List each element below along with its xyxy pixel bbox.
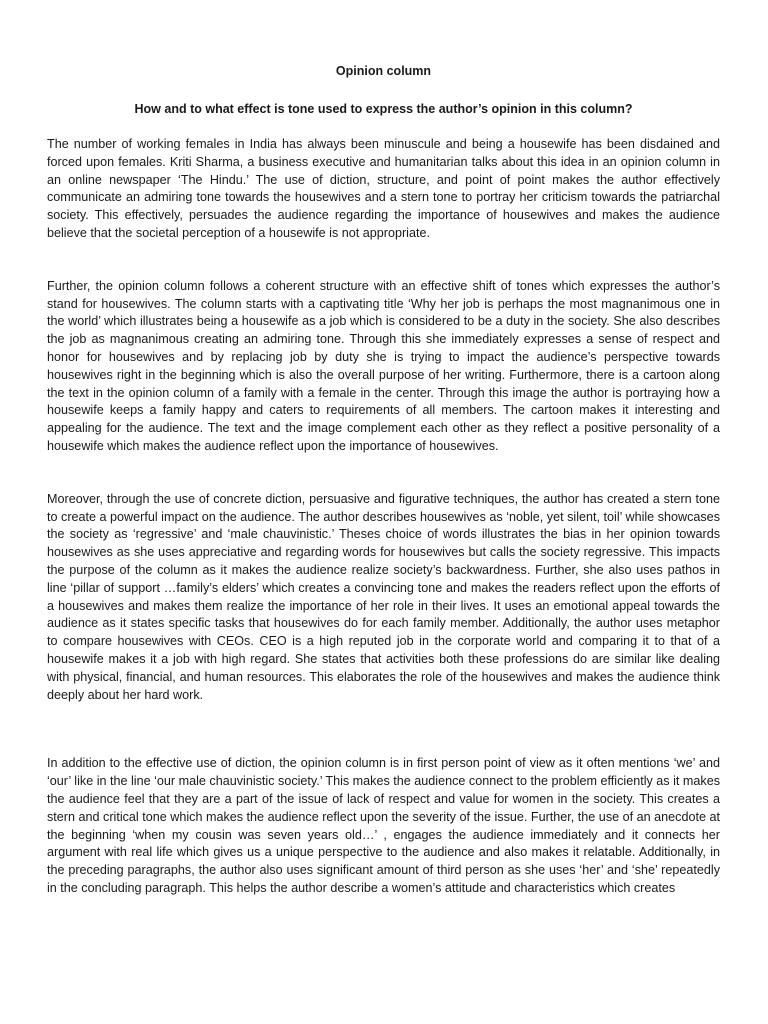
paragraph-introduction: The number of working females in India has always been minuscule and being a housewife has been disdained and forced upon females. Kriti Sharma, a business executive and humanitarian talks about this idea in an opinion column in an online newspaper ‘The Hindu.’ The use of diction, structure, and point of point makes the author effectively communicate an admiring tone towards the housewives and a stern tone to portray her criticism towards the patriarchal society. This effectively, persuades the audience regarding the importance of housewives and makes the audience believe that the societal perception of a housewife is not appropriate. xyxy=(47,137,720,240)
document-page xyxy=(47,62,720,898)
paragraph-point-of-view: In addition to the effective use of diction, the opinion column is in first person point of view as it often mentions ‘we’ and ‘our’ like in the line ‘our male chauvinistic society.’ This makes the audience connect to the problem efficiently as it makes the audience feel that they are a part of the issue of lack of respect and value for women in the society. This creates a stern and critical tone which makes the audience reflect upon the severity of the issue. Further, the use of an anecdote at the beginning ‘when my cousin was seven years old…’ , engages the audience immediately and it connects her argument with real life which gives us a unique perspective to the audience and also makes it relatable. Additionally, in the preceding paragraphs, the author also uses significant amount of third person as she uses ‘her’ and ‘she’ repeatedly in the concluding paragraph. This helps the author describe a women’s attitude and characteristics which creates xyxy=(47,756,720,895)
document-title: Opinion column xyxy=(335,64,432,78)
paragraph-diction: Moreover, through the use of concrete diction, persuasive and figurative techniques, the author has created a stern tone to create a powerful impact on the audience. The author describes housewives as ‘noble, yet silent, toil’ while showcases the society as ‘regressive’ and ‘male chauvinistic.’ Theses choice of words illustrates the bias in her opinion towards housewives as she uses appreciative and regarding words for housewives but calls the society regressive. This impacts the purpose of the column as it makes the audience realize society’s backwardness. Further, she also uses pathos in line ‘pillar of support …family’s elders’ which creates a convincing tone and makes the readers reflect upon the efforts of a housewives and makes them realize the importance of her role in their lives. It uses an emotional appeal towards the audience as it states specific tasks that housewives do for each family member. Additionally, the author uses metaphor to compare housewives with CEOs. CEO is a high reputed job in the corporate world and comparing it to that of a housewife makes it a job with high regard. She states that activities both these professions do are similar like dealing with physical, financial, and human resources. This elaborates the role of the housewives and makes the audience think deeply about her hard work. xyxy=(47,491,720,702)
paragraph-structure: Further, the opinion column follows a coherent structure with an effective shift of tones which expresses the author’s stand for housewives. The column starts with a captivating title ‘Why her job is perhaps the most magnanimous one in the world’ which illustrates being a housewife as a job which is considered to be a duty in the society. She also describes the job as magnanimous creating an admiring tone. Through this she immediately expresses a sense of respect and honor for housewives and by replacing job by duty she is trying to impact the audience’s perspective towards housewives right in the beginning which is also the overall purpose of her writing. Furthermore, there is a cartoon along the text in the opinion column of a family with a female in the center. Through this image the author is portraying how a housewife keeps a family happy and caters to requirements of all members. The cartoon makes it interesting and appealing for the audience. The text and the image complement each other as they reflect a positive personality of a housewife which makes the audience reflect upon the importance of housewives. xyxy=(47,278,720,453)
essay-question: How and to what effect is tone used to express the author’s opinion in this column? xyxy=(134,102,633,116)
